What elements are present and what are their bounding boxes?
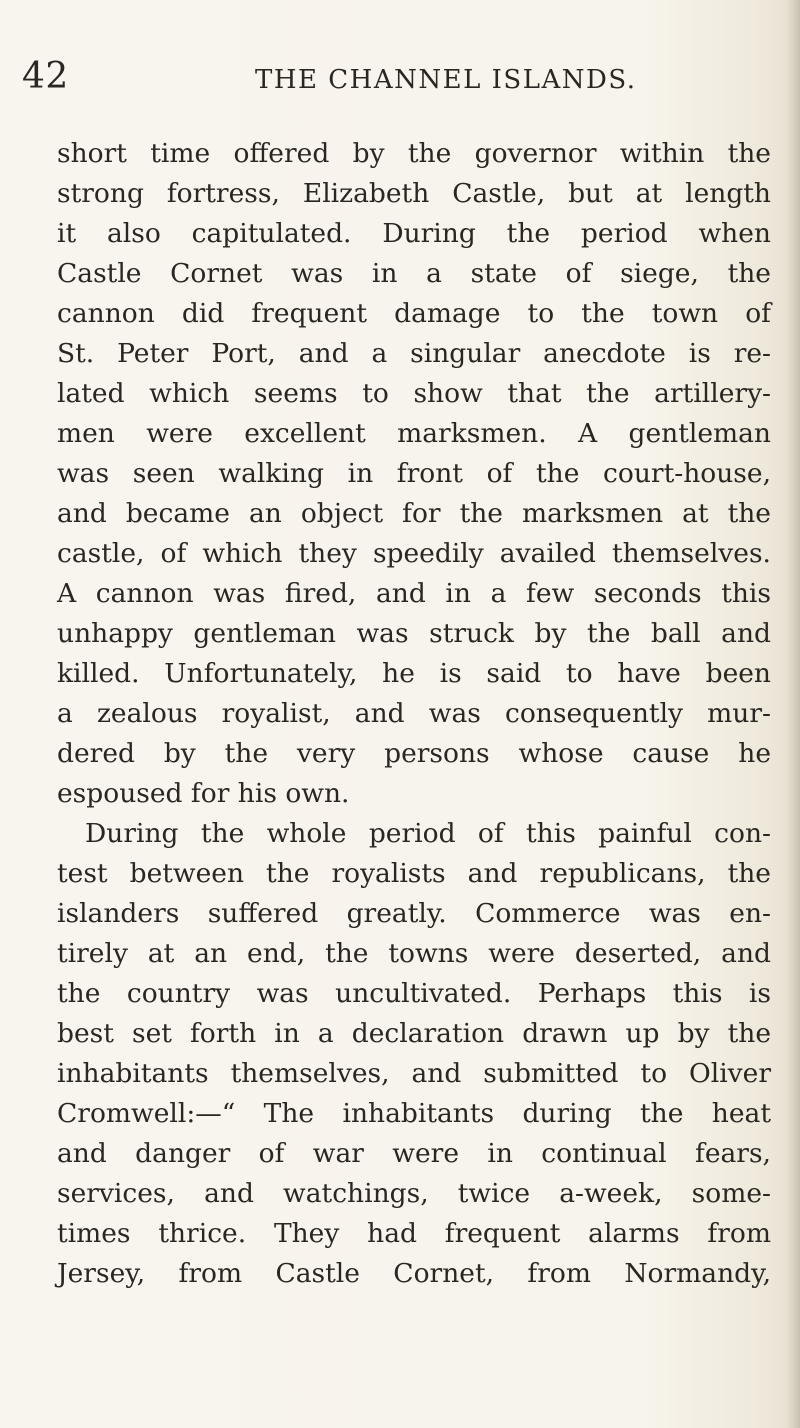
text-line: A cannon was fired, and in a few seconds this: [57, 578, 771, 609]
text-line: test between the royalists and republicans, the: [57, 858, 771, 889]
text-line: and became an object for the marksmen at the: [57, 498, 771, 529]
text-line: services, and watchings, twice a-week, some-: [57, 1178, 771, 1209]
text-line: was seen walking in front of the court-house,: [57, 458, 771, 489]
text-line: espoused for his own.: [57, 778, 350, 809]
text-line: tirely at an end, the towns were deserted, and: [57, 938, 771, 969]
page-edge-shadow: [786, 0, 800, 1428]
text-line: Castle Cornet was in a state of siege, the: [57, 258, 771, 289]
running-head: THE CHANNEL ISLANDS.: [255, 65, 637, 95]
text-line: killed. Unfortunately, he is said to have been: [57, 658, 771, 689]
text-line: the country was uncultivated. Perhaps this is: [57, 978, 771, 1009]
text-line: short time offered by the governor within the: [57, 138, 771, 169]
text-line: and danger of war were in continual fears,: [57, 1138, 771, 1169]
text-line: dered by the very persons whose cause he: [57, 738, 771, 769]
text-line: cannon did frequent damage to the town of: [57, 298, 771, 329]
text-line: During the whole period of this painful con-: [85, 818, 771, 849]
text-line: Cromwell:—“ The inhabitants during the heat: [57, 1098, 771, 1129]
text-line: it also capitulated. During the period when: [57, 218, 771, 249]
text-line: strong fortress, Elizabeth Castle, but at length: [57, 178, 771, 209]
text-line: times thrice. They had frequent alarms from: [57, 1218, 771, 1249]
page-header: [0, 52, 800, 102]
text-line: St. Peter Port, and a singular anecdote is re-: [57, 338, 771, 369]
text-line: lated which seems to show that the artillery-: [57, 378, 771, 409]
page-number: 42: [22, 56, 69, 97]
text-line: men were excellent marksmen. A gentleman: [57, 418, 771, 449]
text-line: unhappy gentleman was struck by the ball and: [57, 618, 771, 649]
text-line: castle, of which they speedily availed themselves.: [57, 538, 771, 569]
text-line: Jersey, from Castle Cornet, from Normandy,: [57, 1258, 771, 1289]
text-line: inhabitants themselves, and submitted to Oliver: [57, 1058, 771, 1089]
text-line: a zealous royalist, and was consequently mur-: [57, 698, 771, 729]
body-text: [57, 134, 771, 1294]
text-line: best set forth in a declaration drawn up by the: [57, 1018, 771, 1049]
text-line: islanders suffered greatly. Commerce was en-: [57, 898, 771, 929]
